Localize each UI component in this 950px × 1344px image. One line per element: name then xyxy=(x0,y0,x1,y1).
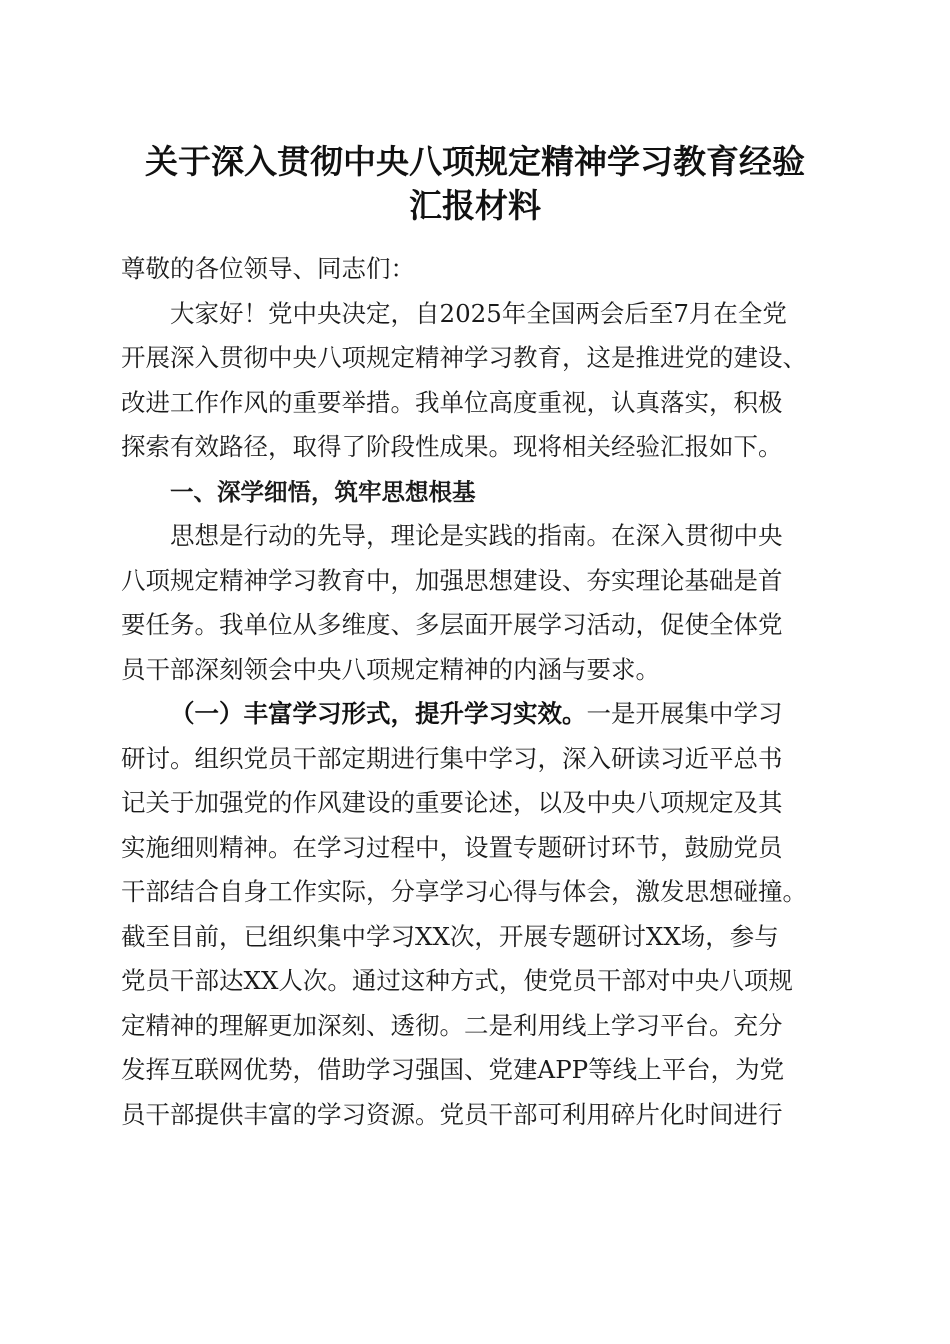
subsection-1-line: 截至目前，已组织集中学习XX次，开展专题研讨XX场，参与 xyxy=(121,921,779,951)
document-body xyxy=(121,247,836,1137)
document-title-line-1: 关于深入贯彻中央八项规定精神学习教育经验 xyxy=(145,142,805,181)
subsection-1-line: 党员干部达XX人次。通过这种方式，使党员干部对中央八项规 xyxy=(121,966,793,995)
section-1-line: 要任务。我单位从多维度、多层面开展学习活动，促使全体党 xyxy=(121,610,783,639)
intro-line: 开展深入贯彻中央八项规定精神学习教育，这是推进党的建设、 xyxy=(121,343,807,372)
section-1-line: 员干部深刻领会中央八项规定精神的内涵与要求。 xyxy=(121,654,660,684)
subsection-1-line: 定精神的理解更加深刻、透彻。二是利用线上学习平台。充分 xyxy=(121,1010,783,1040)
section-1-heading: 一、深学细悟，筑牢思想根基 xyxy=(170,477,476,506)
intro-line: 大家好！党中央决定，自2025年全国两会后至7月在全党 xyxy=(170,298,787,328)
subsection-1-line: 发挥互联网优势，借助学习强国、党建APP等线上平台，为党 xyxy=(121,1055,785,1084)
subsection-1-first-text: 一是开展集中学习 xyxy=(586,699,783,728)
subsection-1-line: 员干部提供丰富的学习资源。党员干部可利用碎片化时间进行 xyxy=(121,1099,783,1129)
salutation: 尊敬的各位领导、同志们： xyxy=(121,254,415,283)
subsection-1-line: 实施细则精神。在学习过程中，设置专题研讨环节，鼓励党员 xyxy=(121,832,783,862)
intro-line: 改进工作作风的重要举措。我单位高度重视，认真落实，积极 xyxy=(121,387,783,417)
subsection-1-first-line xyxy=(121,692,836,737)
subsection-1-line: 研讨。组织党员干部定期进行集中学习，深入研读习近平总书 xyxy=(121,743,783,773)
section-1-line: 八项规定精神学习教育中，加强思想建设、夯实理论基础是首 xyxy=(121,565,783,595)
document-title-line-2: 汇报材料 xyxy=(409,186,541,225)
subsection-1-line: 干部结合自身工作实际，分享学习心得与体会，激发思想碰撞。 xyxy=(121,877,807,906)
subsection-1-heading: （一）丰富学习形式，提升学习实效。 xyxy=(170,699,587,728)
section-1-line: 思想是行动的先导，理论是实践的指南。在深入贯彻中央 xyxy=(170,521,783,550)
subsection-1-line: 记关于加强党的作风建设的重要论述，以及中央八项规定及其 xyxy=(121,788,783,817)
intro-line: 探索有效路径，取得了阶段性成果。现将相关经验汇报如下。 xyxy=(121,432,783,461)
